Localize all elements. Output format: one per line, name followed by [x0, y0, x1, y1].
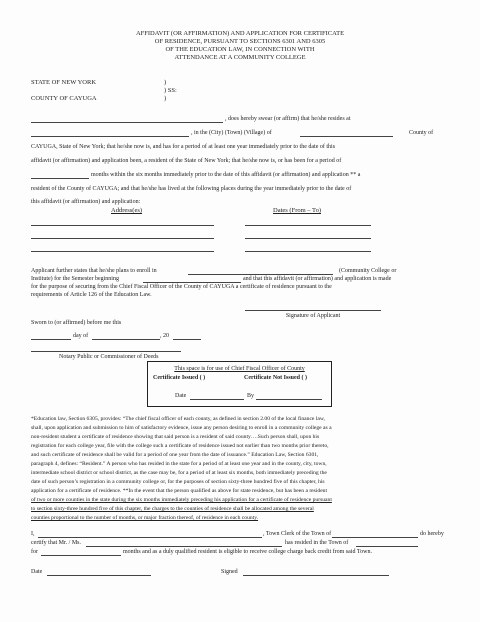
official-date-field[interactable]	[190, 399, 244, 400]
body-line-2a: , in the (City) (Town) (Village) of	[191, 130, 272, 136]
months-field[interactable]	[31, 178, 89, 179]
applicant-name-field[interactable]	[31, 122, 223, 123]
footnote-line-12: counties proportional to the number of months, or major fraction thereof, of residence in each county.	[31, 515, 259, 521]
footnote-line-9: application for a certificate of residence. **In the event that the person qualified as above for state residence, but has been a resident	[31, 488, 328, 494]
official-by-field[interactable]	[256, 399, 322, 400]
resided-months-field[interactable]	[41, 555, 121, 556]
title-line-1: AFFIDAVIT (OR AFFIRMATION) AND APPLICATION FOR CERTIFICATE	[135, 30, 345, 37]
footnote-line-8: date of such person’s registration in a community college or, for the purposes of section sixty-three hundred five of this chapter, his	[31, 479, 325, 485]
resided-town-field[interactable]	[356, 546, 418, 547]
title-line-4: ATTENDANCE AT A COMMUNITY COLLEGE	[174, 54, 306, 61]
sworn-year-field[interactable]	[173, 339, 201, 340]
footnote-line-6: paragraph 4, defines: “Resident.” A person who has resided in the state for a period of at least one year and in the county, city, town,	[31, 461, 327, 467]
footnote-line-11: to section sixty-three hundred five of this chapter, the charges to the counties of residence shall be allocated among the several	[31, 506, 314, 512]
residence-address-field[interactable]	[31, 136, 189, 137]
footnote-line-1: *Education law, Section 6305, provides: “The chief fiscal officer of each county, as defined in section 2.00 of the local finance law,	[31, 416, 325, 422]
sworn-line: Sworn to (or affirmed) before me this	[31, 320, 122, 326]
bottom-date-label: Date	[31, 569, 43, 575]
clerk-line-1a: I,	[31, 531, 35, 537]
venue-ss: ) SS:	[164, 87, 177, 94]
body-line-3: CAYUGA, State of New York; that he/she now is, and has for a period of at least one year immediately prior to the date of this	[31, 144, 336, 150]
clerk-name-field[interactable]	[38, 537, 262, 538]
clerk-line-3a: for	[31, 549, 38, 555]
body-line-5: months within the six months immediately prior to the date of this affidavit (or affirmation) and application ** a	[91, 172, 361, 178]
venue-paren-3: )	[164, 95, 167, 102]
enroll-line-2b: and that this affidavit (or affirmation) and application is made	[243, 276, 392, 282]
address-field-3[interactable]	[31, 251, 214, 252]
notary-signature-field[interactable]	[31, 351, 181, 352]
footnote-line-4: registration for each college year, file with the college such a certificate of residence issued not earlier than two months prior thereto,	[31, 443, 329, 449]
applicant-signature-field[interactable]	[245, 310, 381, 311]
official-by-label: By	[247, 393, 255, 399]
body-line-6: resident of the County of CAYUGA; and that he/she has lived at the following places during the year immediately prior to the date of	[31, 186, 352, 192]
sworn-year-label: , 20	[160, 333, 169, 339]
body-line-7: this affidavit (or affirmation) and application:	[31, 199, 141, 205]
enroll-line-1a: Applicant further states that he/she plans to enroll in	[31, 268, 157, 274]
dates-header: Dates (From – To)	[273, 207, 321, 214]
sworn-day-of: day of	[73, 333, 89, 339]
bottom-signed-label: Signed	[221, 569, 238, 575]
title-line-3: OF THE EDUCATION LAW, IN CONNECTION WITH	[165, 46, 315, 53]
official-date-label: Date	[175, 393, 187, 399]
body-line-2b: County of	[409, 130, 434, 136]
clerk-line-1b: , Town Clerk of the Town of	[263, 531, 332, 537]
footnote-line-10: of two or more counties in the state during the six months immediately preceding his application for a certificate of residence pursuant	[31, 497, 332, 503]
footnote-line-2: shall, upon application and submission to him of satisfactory evidence, issue any person desiring to enroll in a community college as a	[31, 425, 332, 431]
enroll-line-4: requirements of Article 126 of the Education Law.	[31, 292, 152, 298]
venue-state: STATE OF NEW YORK	[31, 79, 97, 86]
sworn-month-field[interactable]	[92, 339, 160, 340]
venue-county: COUNTY OF CAYUGA	[31, 95, 97, 102]
enroll-line-2a: Institute) for the Semester beginning	[31, 276, 119, 282]
footnote-line-3: non-resident student a certificate of residence showing that said person is a resident of said county….Such person shall, upon his	[31, 434, 320, 440]
municipality-field[interactable]	[300, 136, 393, 137]
dates-field-2[interactable]	[245, 238, 371, 239]
clerk-town-field[interactable]	[332, 537, 418, 538]
certificate-issued-option[interactable]: Certificate Issued ( )	[153, 375, 206, 381]
bottom-date-field[interactable]	[47, 575, 151, 576]
footnote-line-5: and such certificate of residence shall be valid for a period of one year from the date of issuance.” Education Law, Section 6301,	[31, 452, 319, 458]
official-box-heading: This space is for use of Chief Fiscal Officer of County	[174, 366, 305, 372]
address-field-2[interactable]	[31, 238, 214, 239]
body-line-4: affidavit (or affirmation) and application been, a resident of the State of New York; that he/she now is, or has been for a period of	[31, 158, 342, 164]
certified-person-field[interactable]	[86, 546, 282, 547]
dates-field-1[interactable]	[245, 225, 371, 226]
clerk-line-2a: certify that Mr. / Ms.	[31, 540, 81, 546]
notary-label: Notary Public or Commissioner of Deeds	[59, 354, 159, 360]
address-field-1[interactable]	[31, 225, 214, 226]
venue-paren-1: )	[164, 79, 167, 86]
dates-field-3[interactable]	[245, 251, 371, 252]
certificate-not-issued-option[interactable]: Certificate Not Issued ( )	[244, 375, 307, 381]
sworn-day-field[interactable]	[31, 339, 71, 340]
official-use-box	[147, 361, 332, 407]
semester-field[interactable]	[143, 282, 241, 283]
clerk-line-2b: has resided in the Town of	[285, 540, 349, 546]
college-name-field[interactable]	[188, 274, 333, 275]
clerk-line-1c: do hereby	[420, 531, 444, 537]
enroll-line-3: for the purpose of securing from the Chief Fiscal Officer of the County of CAYUGA a certificate of residence pursuant to the	[31, 284, 332, 290]
clerk-line-3b: months and as a duly qualified resident is eligible to receive college charge back credit from said Town.	[123, 549, 372, 555]
bottom-signed-field[interactable]	[243, 575, 389, 576]
body-line-1: , does hereby swear (or affirm) that he/she resides at	[225, 116, 351, 122]
enroll-line-1b: (Community College or	[339, 268, 397, 274]
signature-label: Signature of Applicant	[285, 313, 341, 319]
address-header: Address(es)	[111, 207, 143, 214]
title-line-2: OF RESIDENCE, PURSUANT TO SECTIONS 6301 AND 6305	[154, 38, 326, 45]
footnote-line-7: intermediate school district or school district, as the case may be, for a period of at least six months, both immediately preceding the	[31, 470, 327, 476]
